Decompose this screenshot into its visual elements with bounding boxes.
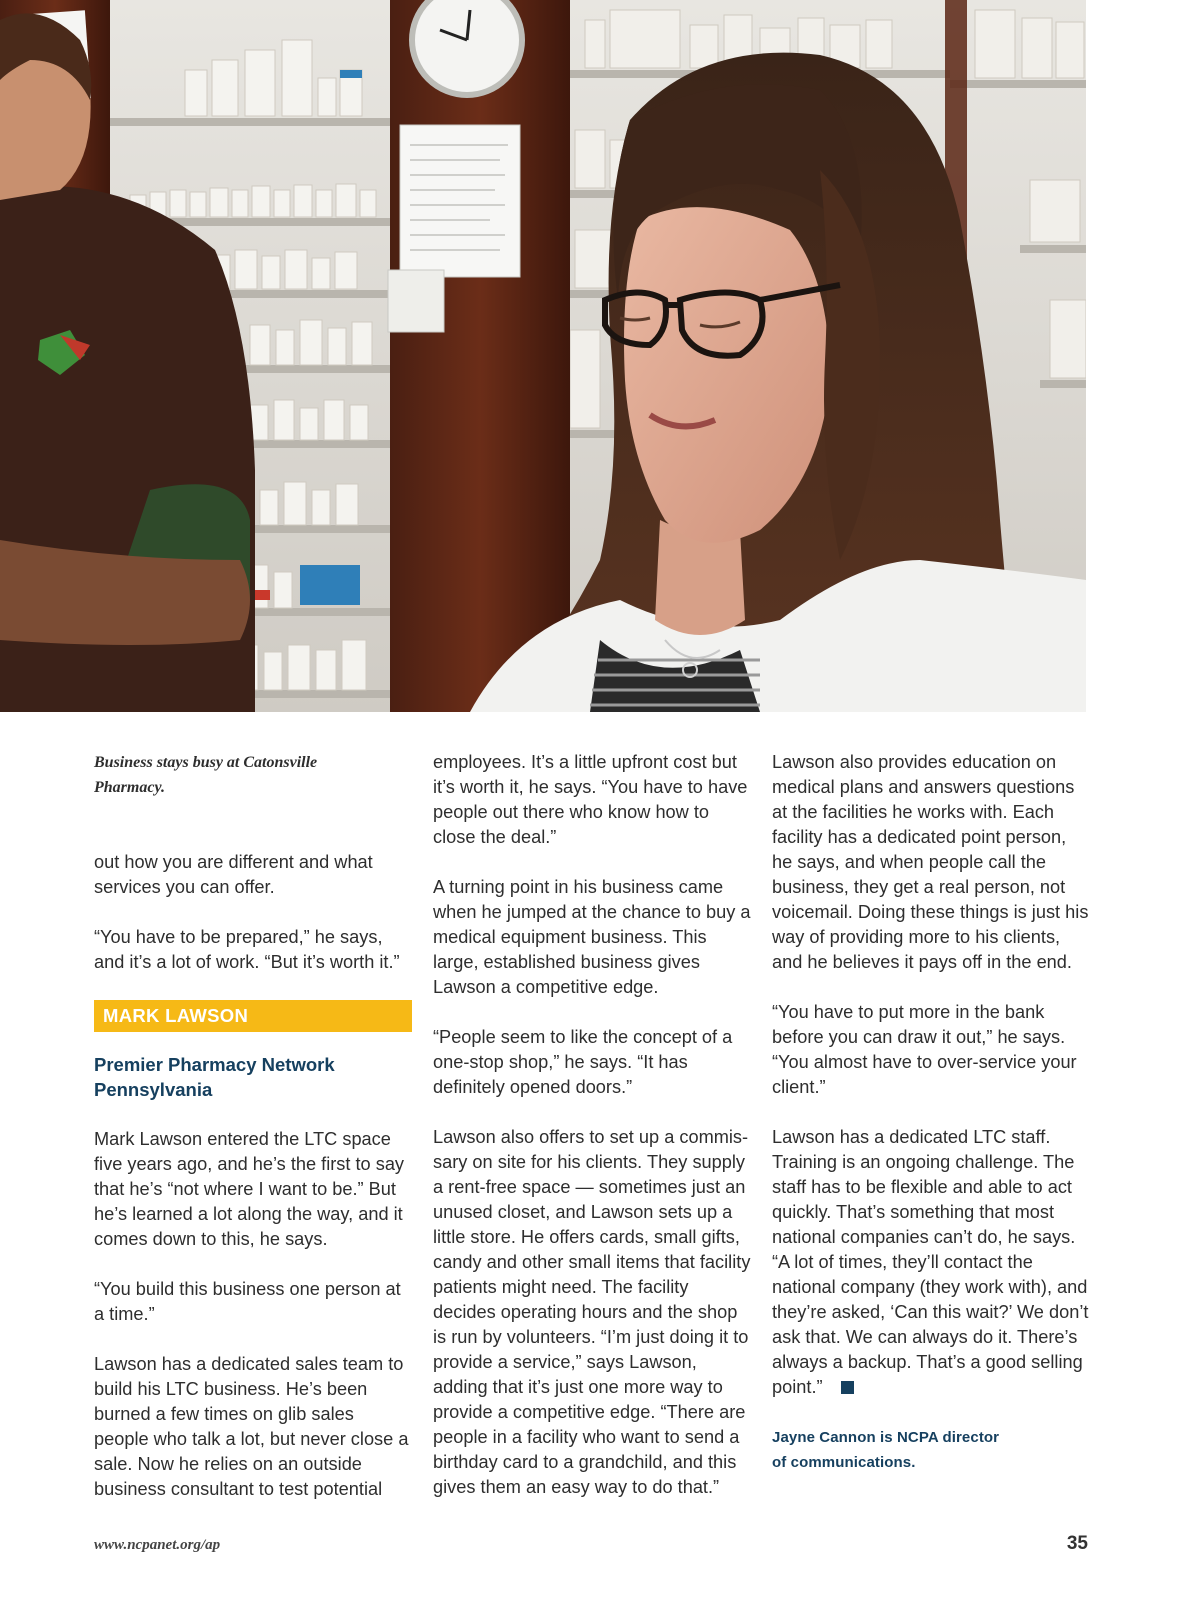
paragraph-final-text: Lawson has a dedicated LTC staff. Training is an ongoing challenge. The staff has to be flexible and able to act quickly. That’s something that most national companies can’t do, he says. “A lot of times, they’ll contact the national company (they work with), and they’re asked, ‘Can this wait?’ We don’t ask that. We can always do it. There’s always a backup. That’s a good selling point.” xyxy=(772,1127,1089,1397)
page-number: 35 xyxy=(1066,1533,1088,1554)
article-column-2 xyxy=(433,750,751,1525)
paragraph: “People seem to like the concept of a one-stop shop,” he says. “It has definitely opened doors.” xyxy=(433,1027,733,1097)
paragraph: Lawson has a dedicated sales team to build his LTC business. He’s been burned a few times on glib sales people who talk a lot, but never close a sale. Now he relies on an outside business consultant to test potential xyxy=(94,1354,409,1499)
paragraph: out how you are different and what services you can offer. xyxy=(94,852,373,897)
author-bio-line: of communications. xyxy=(772,1454,916,1471)
paragraph: Lawson also offers to set up a commissary on site for his clients. They supply a rent-free space — sometimes just an unused closet, and Lawson sets up a little store. He offers cards, small gifts, candy and other small items that facility patients might need. The facility decides operating hours and the shop is run by volunteers. “I’m just doing it to provide a service,” says Lawson, adding that it’s just one more way to provide a competitive edge. “There are people in a facility who want to send a birthday card to a grandchild, and this gives them an easy way to do that.” xyxy=(433,1127,751,1497)
paragraph: Lawson also provides education on medical plans and answers questions at the facilities he works with. Each facility has a dedicated point person, he says, and when people call the business, they get a real person, not voicemail. Doing these things is just his way of providing more to his clients, and he believes it pays off in the end. xyxy=(772,752,1089,972)
paragraph: “You build this business one person at a time.” xyxy=(94,1279,401,1324)
end-of-article-icon xyxy=(841,1381,854,1394)
paragraph: employees. It’s a little upfront cost but it’s worth it, he says. “You have to have people out there who know how to close the deal.” xyxy=(433,752,748,847)
article-photo xyxy=(0,0,1086,712)
article-column-3 xyxy=(772,750,1090,1475)
section-subhead xyxy=(94,1052,412,1102)
footer-website-url: www.ncpanet.org/ap xyxy=(94,1537,221,1553)
pharmacy-photo-illustration xyxy=(0,0,1086,712)
subhead-state: Pennsylvania xyxy=(94,1079,213,1100)
paragraph: Mark Lawson entered the LTC space five years ago, and he’s the first to say that he’s “not where I want to be.” But he’s learned a lot along the way, and it comes down to this, he says. xyxy=(94,1129,405,1249)
paragraph-final xyxy=(772,1125,1090,1400)
author-bio-line: Jayne Cannon is NCPA director xyxy=(772,1429,1000,1446)
subhead-organization: Premier Pharmacy Network xyxy=(94,1054,335,1075)
author-bio xyxy=(772,1425,1090,1475)
paragraph: A turning point in his business came when he jumped at the chance to buy a medical equipment business. This large, established business gives Lawson a competitive edge. xyxy=(433,877,751,997)
article-column-1 xyxy=(94,750,412,1527)
paragraph: “You have to be prepared,” he says, and it’s a lot of work. “But it’s worth it.” xyxy=(94,927,400,972)
photo-caption: Business stays busy at Catonsville Pharmacy. xyxy=(94,754,318,796)
section-title: MARK LAWSON xyxy=(103,1005,249,1026)
section-heading-bar xyxy=(94,1000,412,1032)
paragraph: “You have to put more in the bank before you can draw it out,” he says. “You almost have to over-service your client.” xyxy=(772,1002,1077,1097)
